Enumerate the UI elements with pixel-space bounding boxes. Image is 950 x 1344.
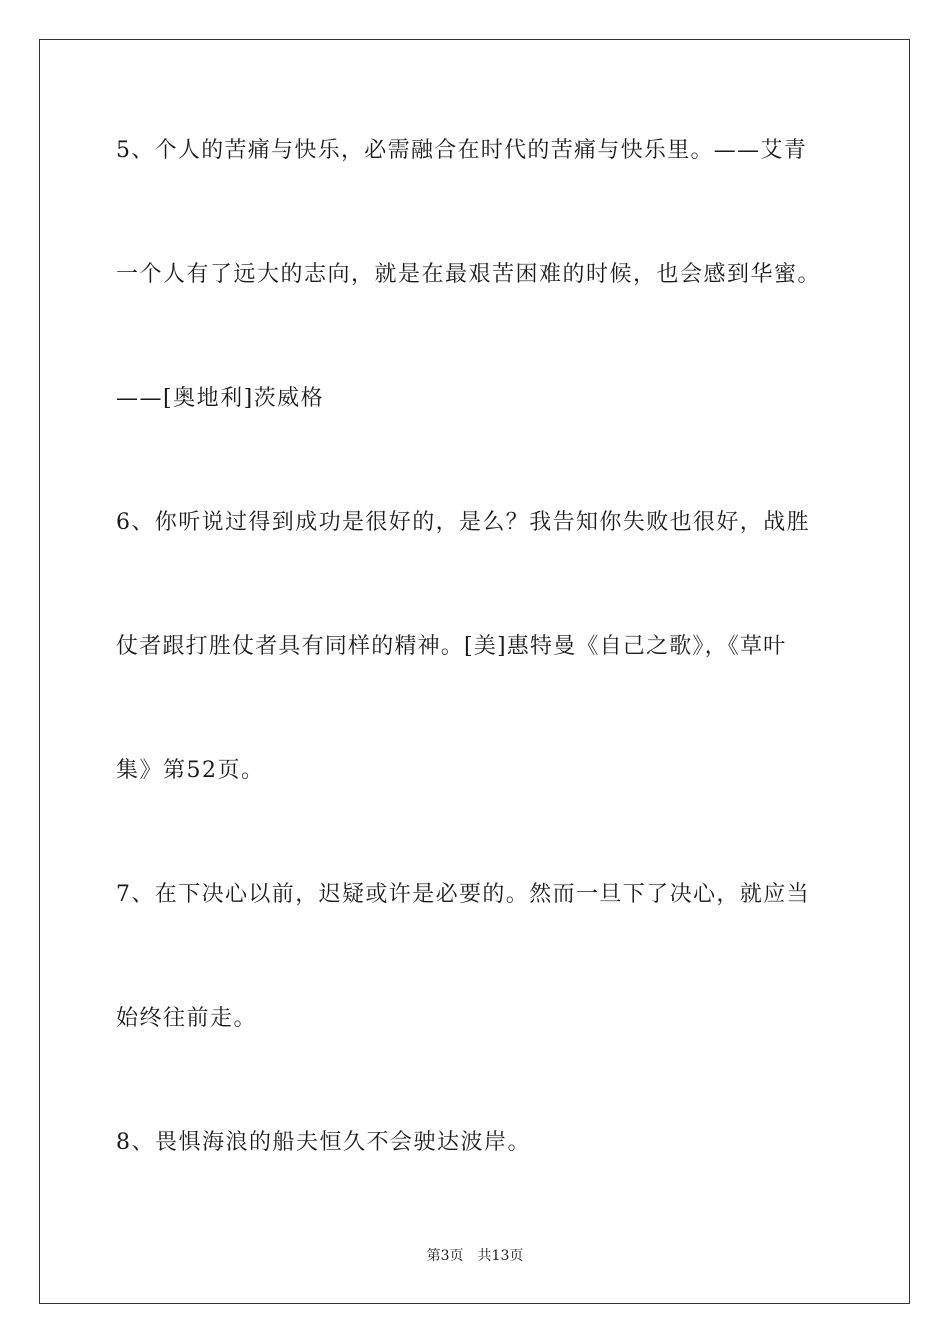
text-line-quote-6-cont: 仗者跟打胜仗者具有同样的精神。[美]惠特曼《自己之歌》，《草叶 (116, 634, 787, 659)
page-total: 共13页 (477, 1248, 524, 1264)
text-line-quote-7-end: 始终往前走。 (116, 1006, 258, 1031)
text-line-quote-5-cont: 一个人有了远大的志向，就是在最艰苦困难的时候，也会感到华蜜。 (116, 262, 822, 287)
text-line-quote-6: 6、你听说过得到成功是很好的，是么？我告知你失败也很好，战胜 (116, 510, 810, 535)
page-footer (0, 1246, 950, 1266)
page-number: 第3页 (426, 1248, 464, 1264)
page-frame (39, 39, 910, 1304)
text-line-quote-5: 5、个人的苦痛与快乐，必需融合在时代的苦痛与快乐里。——艾青 (116, 138, 807, 163)
text-line-quote-8: 8、畏惧海浪的船夫恒久不会驶达波岸。 (116, 1130, 531, 1155)
text-line-attribution: ——[奥地利]茨威格 (116, 386, 325, 411)
text-line-quote-7: 7、在下决心以前，迟疑或许是必要的。然而一旦下了决心，就应当 (116, 882, 810, 907)
text-line-quote-6-end: 集》第52页。 (116, 758, 265, 783)
